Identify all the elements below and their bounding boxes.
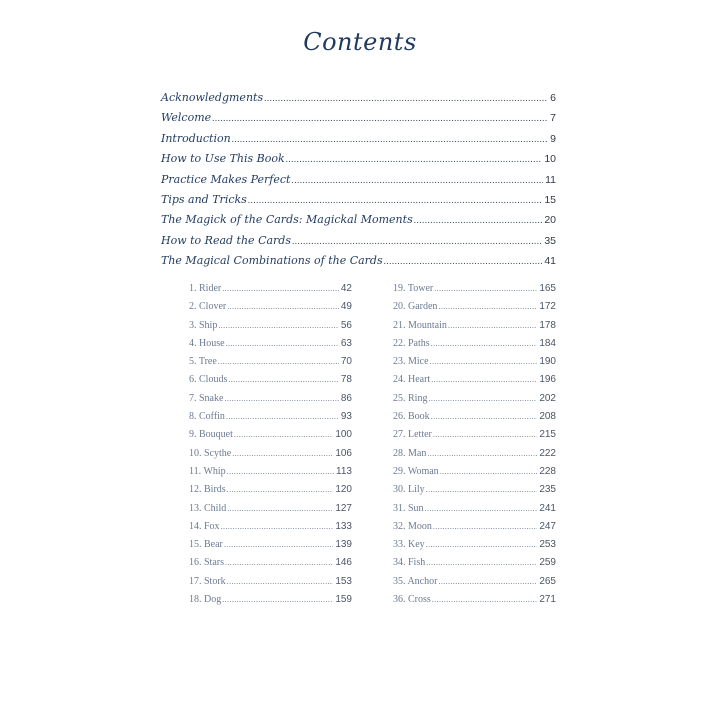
card-entry-title: 33. Key [393,539,425,551]
card-entry-title: 17. Stork [189,575,226,587]
card-entry-page: 222 [539,447,556,459]
toc-entry-title: The Magical Combinations of the Cards [161,254,383,268]
toc-entry[interactable] [161,231,556,251]
dot-leader [218,317,339,335]
card-entry-title: 1. Rider [189,283,222,294]
card-entry[interactable] [393,298,556,316]
dot-leader [428,390,537,408]
dot-leader [440,463,538,481]
card-entry-title: 12. Birds [189,484,226,496]
dot-leader [225,554,333,572]
card-entry-page: 113 [336,465,352,477]
card-entry[interactable] [189,280,352,298]
dot-leader [228,371,339,389]
card-entry[interactable] [393,573,556,591]
card-entry-title: 28. Man [393,447,427,459]
card-entry-title: 26. Book [393,411,430,423]
card-entry[interactable] [393,408,556,426]
card-entry[interactable] [189,298,352,316]
card-entry-title: 7. Snake [189,392,224,404]
dot-leader [227,481,334,499]
card-entry-page: 202 [539,392,556,404]
card-entry-page: 271 [539,594,556,606]
dot-leader [227,298,339,316]
dot-leader [414,210,543,230]
card-entry[interactable] [189,463,352,481]
card-entry-title: 23. Mice [393,356,429,368]
cards-list-left [189,280,352,609]
card-entry-title: 29. Woman [393,465,439,477]
dot-leader [384,251,543,271]
card-entry[interactable] [393,500,556,518]
card-entry-title: 9. Bouquet [189,429,233,441]
dot-leader [438,573,537,591]
card-entry[interactable] [189,500,352,518]
card-entry-page: 100 [335,429,352,441]
dot-leader [448,317,537,335]
card-entry-page: 165 [539,283,556,294]
dot-leader [227,500,333,518]
toc-entry-page: 10 [544,153,556,166]
card-entry-title: 18. Dog [189,594,222,606]
dot-leader [431,408,538,426]
cards-list-right [393,280,556,609]
card-entry-page: 49 [340,301,352,313]
card-entry-title: 36. Cross [393,594,431,606]
card-entry-title: 30. Lily [393,484,425,496]
dot-leader [426,536,538,554]
card-entry-title: 24. Heart [393,374,431,386]
card-entry-title: 5. Tree [189,356,217,368]
toc-entry-title: Introduction [161,131,231,145]
card-entry-page: 56 [340,319,352,331]
card-entry-page: 172 [539,301,556,313]
card-entry[interactable] [189,445,352,463]
card-entry[interactable] [189,573,352,591]
dot-leader [222,591,333,609]
card-entry-title: 19. Tower [393,283,434,294]
card-entry-title: 21. Mountain [393,319,447,331]
card-entry[interactable] [393,426,556,444]
card-entry-title: 2. Clover [189,301,227,313]
dot-leader [430,353,538,371]
card-entry[interactable] [189,426,352,444]
card-entry-page: 196 [539,374,556,386]
dot-leader [232,129,548,149]
dot-leader [226,335,339,353]
card-entry-page: 253 [539,539,556,551]
toc-entry-title: The Magick of the Cards: Magickal Moments [161,213,413,227]
card-entry[interactable] [189,536,352,554]
card-entry[interactable] [189,371,352,389]
card-entry-title: 14. Fox [189,520,220,532]
card-entry-page: 63 [340,337,352,349]
card-entry-title: 34. Fish [393,557,426,569]
dot-leader [224,536,333,554]
dot-leader [227,463,334,481]
card-entry-title: 20. Garden [393,301,438,313]
card-entry[interactable] [393,591,556,609]
card-entry-title: 35. Anchor [393,575,438,587]
card-entry[interactable] [393,536,556,554]
dot-leader [226,408,339,426]
card-entry-title: 22. Paths [393,337,430,349]
dot-leader [286,149,543,169]
card-entry-page: 159 [335,594,352,606]
main-contents-list [161,88,556,272]
toc-entry-page: 6 [550,92,556,104]
card-entry[interactable] [189,390,352,408]
dot-leader [222,280,339,298]
card-entry[interactable] [189,518,352,536]
dot-leader [218,353,339,371]
card-entry-page: 215 [539,429,556,441]
card-entry-title: 32. Moon [393,520,432,532]
card-entry-page: 265 [539,575,556,587]
toc-entry-page: 7 [550,112,556,125]
card-entry[interactable] [393,371,556,389]
dot-leader [425,500,538,518]
card-entry-page: 146 [335,557,352,569]
card-entry[interactable] [189,591,352,609]
toc-entry-page: 15 [544,193,556,206]
dot-leader [227,573,334,591]
card-entry-title: 27. Letter [393,429,432,441]
card-entry-title: 11. Whip [189,465,226,477]
toc-entry-page: 35 [544,234,556,247]
dot-leader [432,591,538,609]
card-entry-page: 70 [340,356,352,368]
toc-entry-page: 11 [545,173,556,186]
toc-entry-title: How to Read the Cards [161,233,291,247]
dot-leader [433,426,537,444]
dot-leader [232,445,333,463]
toc-entry-title: Welcome [161,111,212,125]
card-entry[interactable] [189,408,352,426]
toc-entry[interactable] [161,129,556,149]
card-entry[interactable] [393,353,556,371]
card-entry-page: 259 [539,557,556,569]
card-entry[interactable] [393,317,556,335]
card-entry[interactable] [393,518,556,536]
card-entry-title: 4. House [189,337,225,349]
dot-leader [433,518,537,536]
toc-entry[interactable] [161,108,556,128]
card-entry-title: 25. Ring [393,392,428,404]
dot-leader [248,190,543,210]
card-entry-title: 6. Clouds [189,374,228,386]
toc-entry-title: How to Use This Book [161,152,285,166]
dot-leader [431,335,538,353]
page-title: Contents [303,28,417,56]
dot-leader [221,518,334,536]
card-entry-page: 139 [335,539,352,551]
card-entry[interactable] [393,445,556,463]
card-entry-page: 241 [539,502,556,514]
dot-leader [426,481,538,499]
dot-leader [427,445,537,463]
card-entry-page: 78 [340,374,352,386]
card-entry-title: 8. Coffin [189,411,225,423]
card-entry-page: 235 [539,484,556,496]
card-entry-page: 228 [539,465,556,477]
card-entry[interactable] [393,335,556,353]
card-entry-page: 86 [340,392,352,404]
card-entry[interactable] [393,390,556,408]
dot-leader [431,371,537,389]
card-entry[interactable] [393,280,556,298]
card-entry-page: 247 [539,520,556,532]
dot-leader [291,170,543,190]
card-entry[interactable] [189,353,352,371]
card-entry-page: 127 [335,502,352,514]
toc-entry-page: 41 [544,255,556,268]
card-entry-title: 16. Stars [189,557,224,569]
card-entry-title: 15. Bear [189,539,223,551]
card-entry[interactable] [189,481,352,499]
card-entry-title: 13. Child [189,502,227,514]
toc-entry-title: Tips and Tricks [161,192,247,206]
card-entry-page: 120 [335,484,352,496]
toc-entry-title: Acknowledgments [161,91,264,104]
card-entry-title: 3. Ship [189,319,218,331]
dot-leader [212,108,548,128]
toc-entry-page: 20 [544,214,556,227]
dot-leader [438,298,537,316]
card-entry-page: 106 [335,447,352,459]
card-entry-page: 190 [539,356,556,368]
toc-entry[interactable] [161,210,556,230]
card-entry-page: 178 [539,319,556,331]
card-entry-page: 153 [335,575,352,587]
card-entry[interactable] [393,481,556,499]
toc-entry[interactable] [161,170,556,190]
dot-leader [434,280,537,298]
toc-entry[interactable] [161,88,556,108]
toc-entry-page: 9 [550,132,556,145]
toc-entry[interactable] [161,251,556,271]
card-entry-page: 93 [340,411,352,423]
card-entry[interactable] [189,554,352,572]
toc-entry[interactable] [161,149,556,169]
card-entry[interactable] [189,335,352,353]
toc-entry-title: Practice Makes Perfect [161,172,291,186]
card-entry-page: 184 [539,337,556,349]
dot-leader [292,231,542,251]
card-entry-page: 133 [335,520,352,532]
toc-entry[interactable] [161,190,556,210]
dot-leader [224,390,338,408]
dot-leader [264,88,548,108]
card-entry-title: 10. Scythe [189,447,232,459]
card-entry-page: 42 [340,283,352,294]
card-entry-title: 31. Sun [393,502,424,514]
dot-leader [234,426,333,444]
card-entry-page: 208 [539,411,556,423]
dot-leader [426,554,537,572]
card-entry[interactable] [393,554,556,572]
card-entry[interactable] [393,463,556,481]
card-entry[interactable] [189,317,352,335]
